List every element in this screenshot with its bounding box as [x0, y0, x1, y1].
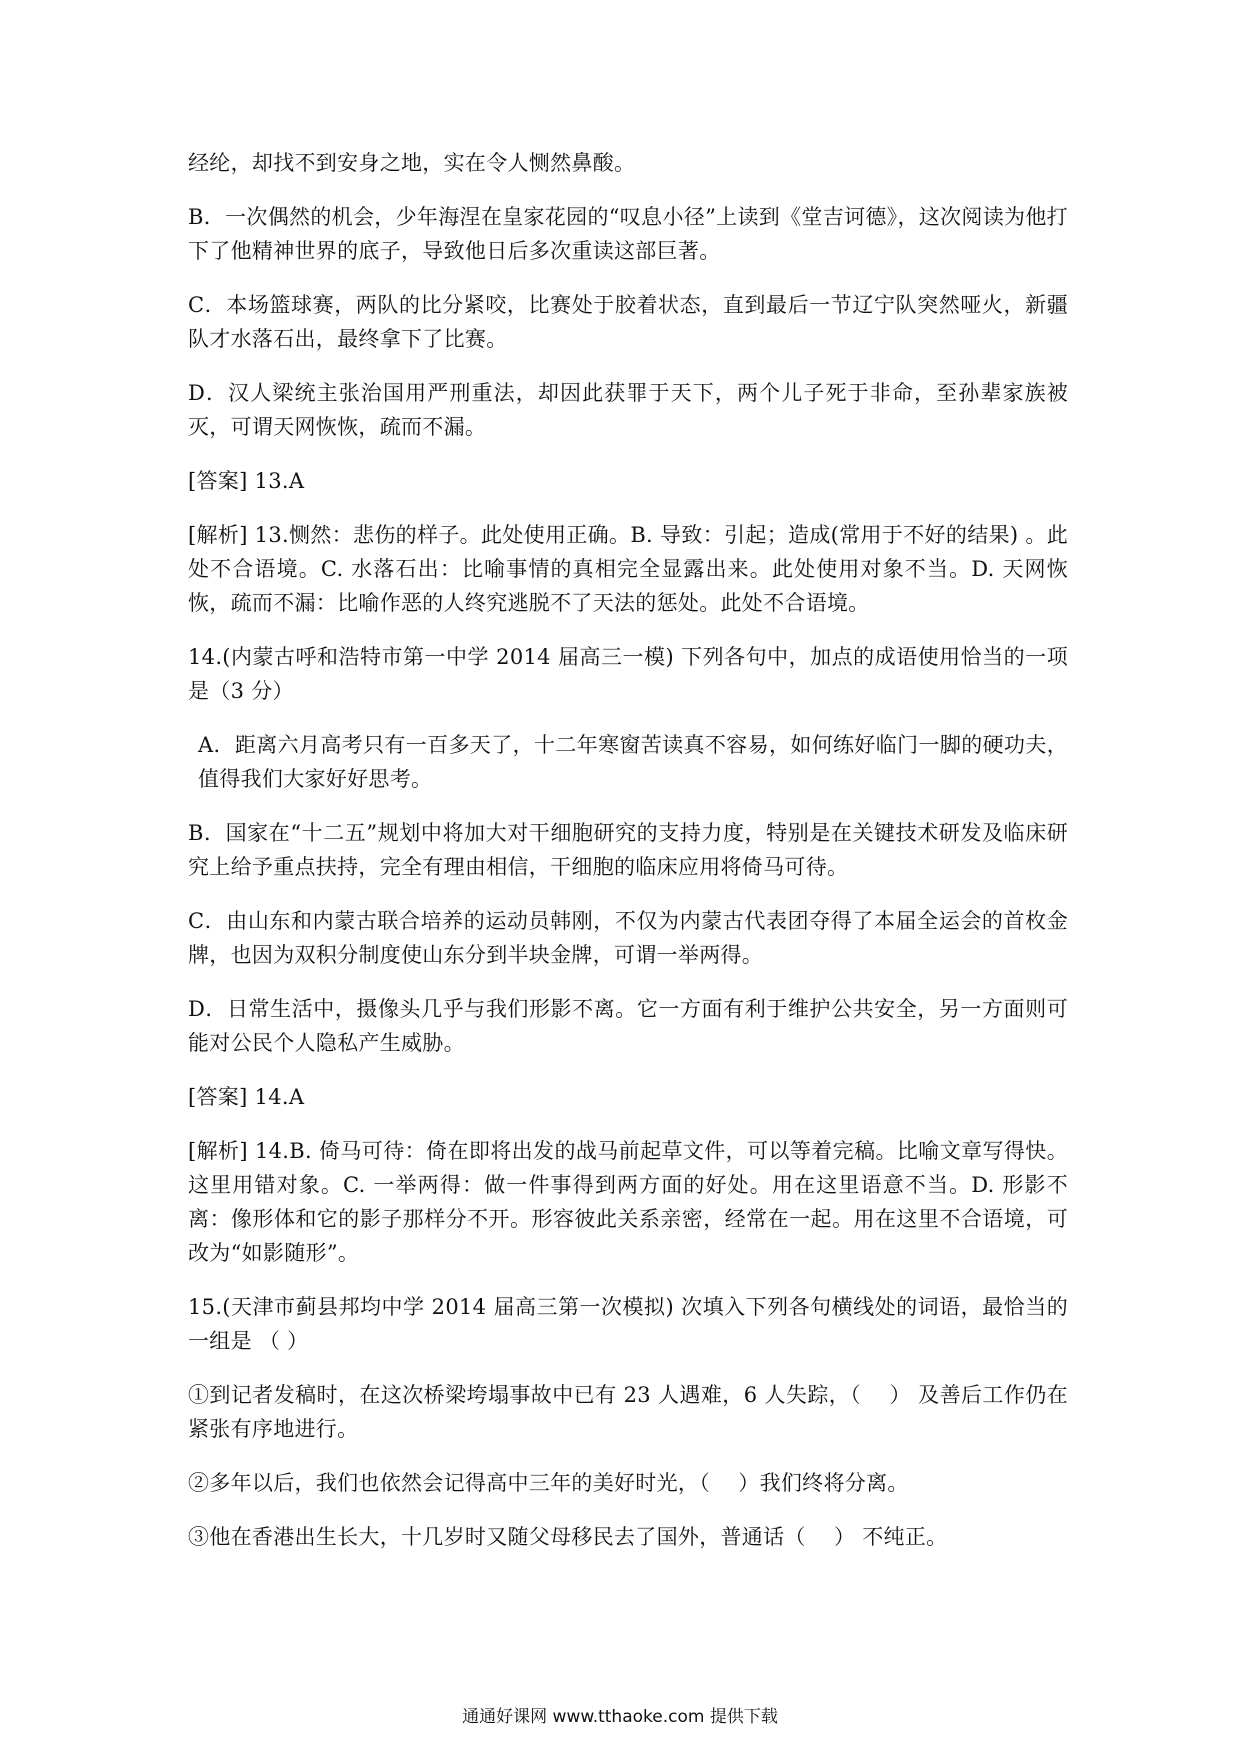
question-14: 14.(内蒙古呼和浩特市第一中学 2014 届高三一模) 下列各句中，加点的成语使用恰当的一项是（3 分） — [188, 645, 1068, 703]
option-13d: D．汉人梁统主张治国用严刑重法，却因此获罪于天下，两个儿子死于非命，至孙辈家族被灭，可谓天网恢恢，疏而不漏。 — [188, 381, 1068, 439]
paragraph-13a-continuation: 经纶，却找不到安身之地，实在令人恻然鼻酸。 — [188, 151, 636, 175]
sentence-15-3: ③他在香港出生长大，十几岁时又随父母移民去了国外，普通话（ ） 不纯正。 — [188, 1525, 948, 1549]
answer-14: [答案] 14.A — [188, 1085, 305, 1109]
option-14a: A．距离六月高考只有一百多天了，十二年寒窗苦读真不容易，如何练好临门一脚的硬功夫，值得我们大家好好思考。 — [198, 733, 1068, 791]
answer-13: [答案] 13.A — [188, 469, 305, 493]
document-body — [188, 146, 1068, 1574]
sentence-15-2: ②多年以后，我们也依然会记得高中三年的美好时光，（ ）我们终将分离。 — [188, 1471, 909, 1495]
option-13b: B．一次偶然的机会，少年海涅在皇家花园的“叹息小径”上读到《堂吉诃德》，这次阅读为他打下了他精神世界的底子，导致他日后多次重读这部巨著。 — [188, 205, 1068, 263]
option-13c: C．本场篮球赛，两队的比分紧咬，比赛处于胶着状态，直到最后一节辽宁队突然哑火，新疆队才水落石出，最终拿下了比赛。 — [188, 293, 1068, 351]
explanation-14: [解析] 14.B. 倚马可待：倚在即将出发的战马前起草文件，可以等着完稿。比喻文章写得快。这里用错对象。C. 一举两得：做一件事得到两方面的好处。用在这里语意不当。D. 形影不离：像形体和它的影子那样分不开。形容彼此关系亲密，经常在一起。用在这里不合语境，可改为“如影随形”。 — [188, 1139, 1068, 1265]
sentence-15-1: ①到记者发稿时，在这次桥梁垮塌事故中已有 23 人遇难，6 人失踪，（ ） 及善后工作仍在紧张有序地进行。 — [188, 1383, 1068, 1441]
page-footer: 通通好课网 www.tthaoke.com 提供下载 — [462, 1707, 778, 1727]
option-14d: D．日常生活中，摄像头几乎与我们形影不离。它一方面有利于维护公共安全，另一方面则可能对公民个人隐私产生威胁。 — [188, 997, 1068, 1055]
option-14c: C．由山东和内蒙古联合培养的运动员韩刚，不仅为内蒙古代表团夺得了本届全运会的首枚金牌，也因为双积分制度使山东分到半块金牌，可谓一举两得。 — [188, 909, 1068, 967]
explanation-13: [解析] 13.恻然：悲伤的样子。此处使用正确。B. 导致：引起；造成(常用于不好的结果) 。此处不合语境。C. 水落石出：比喻事情的真相完全显露出来。此处使用对象不当。D. 天网恢恢，疏而不漏：比喻作恶的人终究逃脱不了天法的惩处。此处不合语境。 — [188, 523, 1068, 615]
option-14b: B．国家在“十二五”规划中将加大对干细胞研究的支持力度，特别是在关键技术研发及临床研究上给予重点扶持，完全有理由相信，干细胞的临床应用将倚马可待。 — [188, 821, 1068, 879]
question-15: 15.(天津市蓟县邦均中学 2014 届高三第一次模拟) 次填入下列各句横线处的词语，最恰当的一组是 （ ） — [188, 1295, 1068, 1353]
